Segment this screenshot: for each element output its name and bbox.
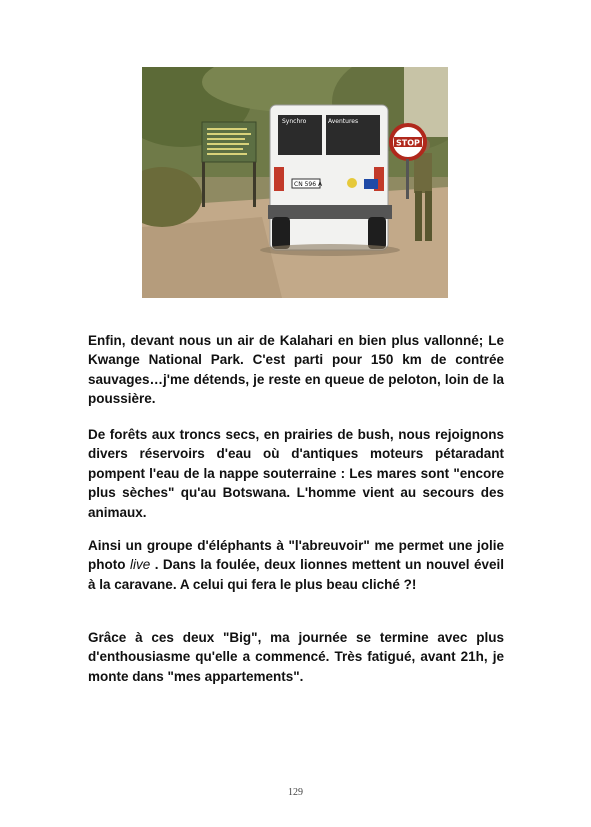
paragraph-3-part-2: . Dans la foulée, deux lionnes mettent un nouvel éveil à la caravane. A celui qui fera le plus beau cliché ?! — [88, 557, 504, 592]
paragraph-4: Grâce à ces deux "Big", ma journée se termine avec plus d'enthousiasme qu'elle a commencé. Très fatigué, avant 21h, je monte dans "mes appartements". — [88, 630, 504, 684]
paragraph-3-part-1: Ainsi un groupe d'éléphants à "l'abreuvoir" me permet une jolie photo — [88, 538, 504, 573]
paragraph-3-italic-live: live — [129, 557, 151, 573]
window-sticker-left: Synchro — [282, 118, 307, 125]
paragraph-2: De forêts aux troncs secs, en prairies de bush, nous rejoignons divers réservoirs d'eau où d'antiques moteurs pétaradant pompent l'eau de la nappe souterraine : Les mares sont "encore plus sèches" qu'au Botswana. L'homme vient au secours des animaux. — [88, 427, 504, 520]
paragraph-3 — [88, 536, 504, 594]
page-number: 129 — [288, 787, 303, 798]
photo-vehicle-at-checkpoint — [142, 67, 448, 298]
stop-sign-text: STOP — [396, 138, 420, 148]
license-plate: CN 596 A — [294, 181, 323, 188]
window-sticker-right: Aventures — [328, 118, 359, 125]
paragraph-1: Enfin, devant nous un air de Kalahari en bien plus vallonné; Le Kwange National Park. C'est parti pour 150 km de contrée sauvages…j'me détends, je reste en queue de peloton, loin de la poussière. — [88, 333, 504, 407]
